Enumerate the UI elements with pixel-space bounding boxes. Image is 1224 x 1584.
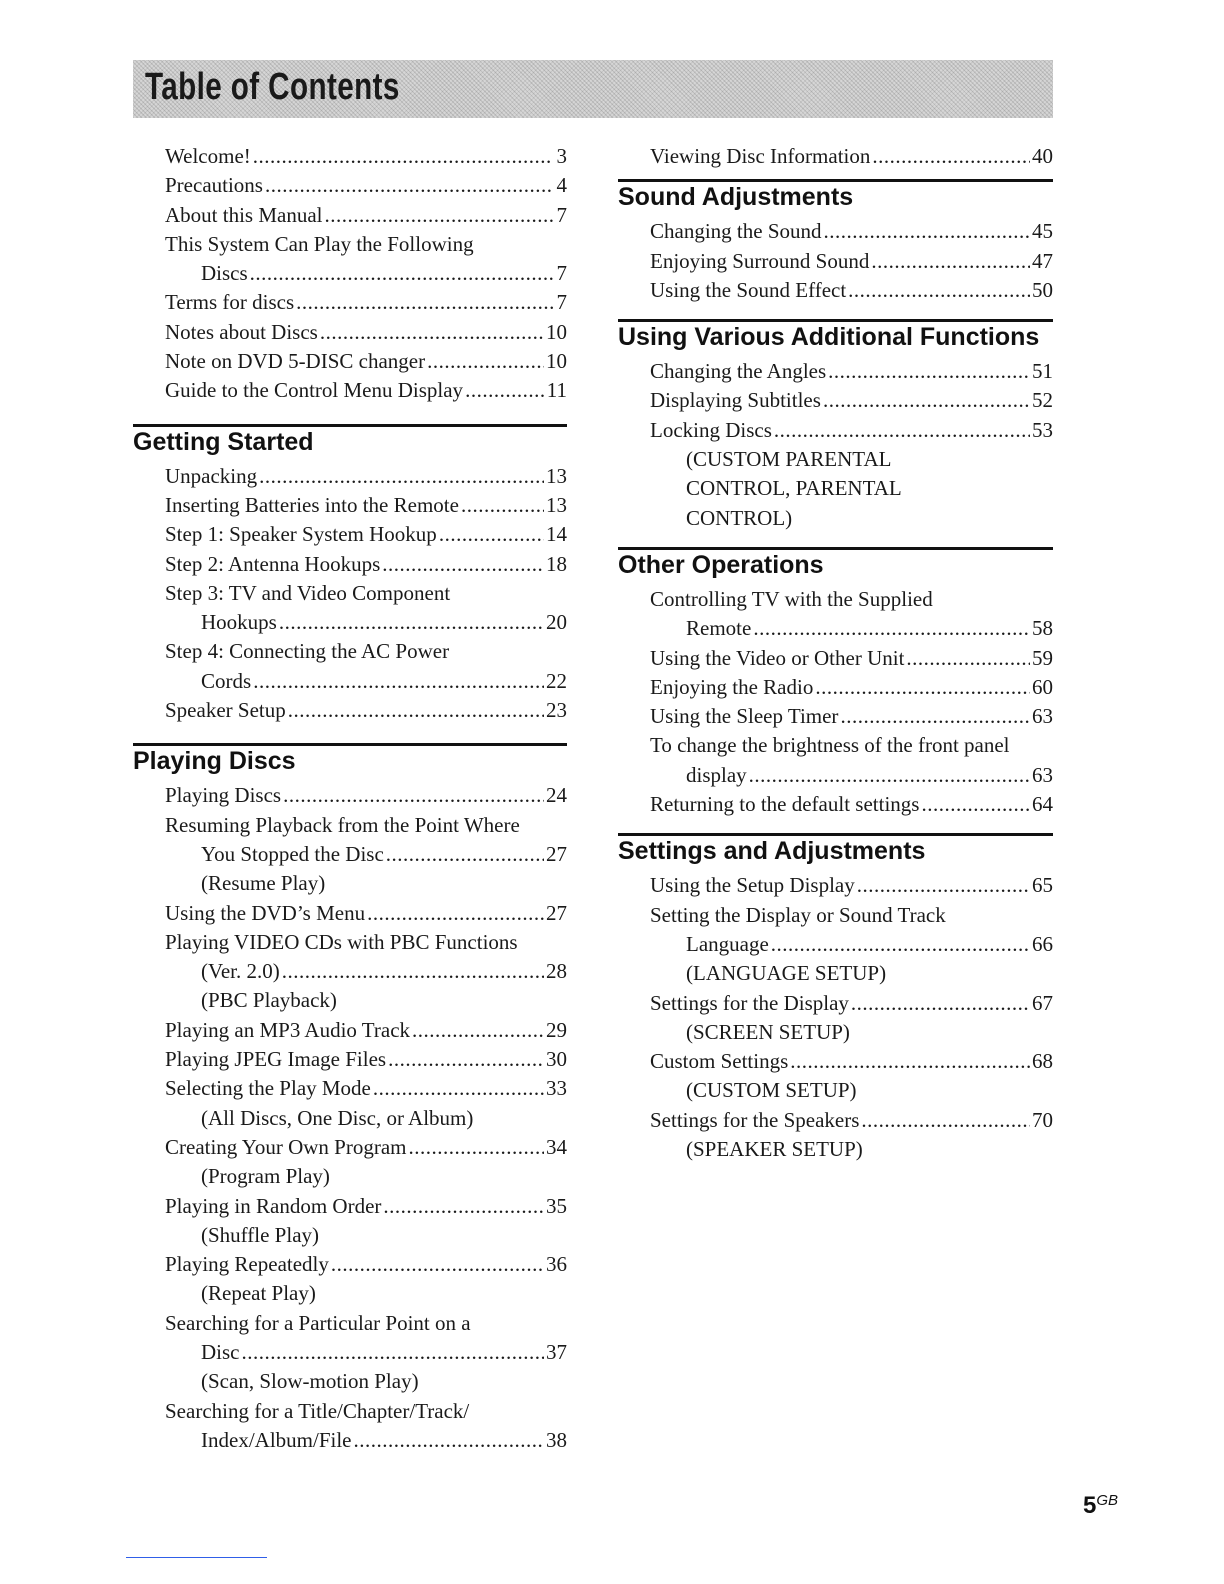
toc-entry-title: Enjoying Surround Sound — [650, 248, 870, 273]
toc-entry — [133, 1338, 567, 1367]
dot-leader — [840, 702, 1030, 731]
toc-entry-page: 40 — [1032, 144, 1053, 168]
dot-leader — [253, 667, 544, 696]
toc-entry — [133, 869, 567, 898]
toc-entry — [133, 579, 567, 608]
toc-entry-page: 60 — [1032, 674, 1053, 699]
toc-entry-title: Cords — [201, 668, 252, 693]
toc-entry — [133, 1162, 567, 1191]
toc-entry-page: 70 — [1032, 1107, 1053, 1132]
dot-leader — [749, 761, 1030, 790]
toc-entry-page: 63 — [1032, 704, 1053, 729]
toc-sound-list — [618, 217, 1053, 305]
toc-entry-page: 47 — [1032, 248, 1053, 273]
toc-entry-title: Language — [686, 931, 769, 956]
toc-entry — [133, 142, 567, 171]
toc-entry-page: 66 — [1032, 931, 1053, 956]
toc-left-column — [133, 142, 567, 1455]
dot-leader — [265, 171, 553, 200]
toc-entry-title: Returning to the default settings — [650, 792, 920, 817]
toc-entry-page: 67 — [1032, 990, 1053, 1015]
toc-entry — [618, 702, 1053, 731]
dot-leader — [283, 781, 544, 810]
toc-entry — [133, 957, 567, 986]
toc-entry — [618, 673, 1053, 702]
toc-entry-title: Using the DVD’s Menu — [165, 900, 366, 925]
toc-entry-title: Step 2: Antenna Hookups — [165, 551, 381, 576]
toc-entry — [133, 1309, 567, 1338]
toc-entry-title: Searching for a Particular Point on a — [165, 1310, 471, 1335]
dot-leader — [774, 416, 1030, 445]
dot-leader — [383, 1192, 544, 1221]
toc-entry-title: Enjoying the Radio — [650, 674, 814, 699]
toc-entry-title: Notes about Discs — [165, 319, 318, 344]
toc-entry-title: (Shuffle Play) — [201, 1222, 320, 1247]
toc-entry — [618, 901, 1053, 930]
toc-right-column — [618, 142, 1053, 1164]
dot-leader — [259, 462, 544, 491]
toc-entry-page: 7 — [556, 202, 567, 227]
toc-entry — [133, 637, 567, 666]
dot-leader — [373, 1074, 544, 1103]
dot-leader — [790, 1047, 1030, 1076]
dot-leader — [296, 288, 553, 317]
dot-leader — [872, 142, 1030, 171]
toc-entry-title: Welcome! — [165, 144, 251, 168]
toc-entry-page: 63 — [1032, 762, 1053, 787]
toc-entry — [618, 585, 1053, 614]
toc-entry-page: 7 — [556, 261, 567, 286]
toc-entry — [133, 520, 567, 549]
dot-leader — [906, 644, 1030, 673]
section-heading-other-operations: Other Operations — [618, 547, 1053, 581]
toc-entry — [618, 871, 1053, 900]
toc-entry-title: Custom Settings — [650, 1049, 789, 1074]
toc-additional-list — [618, 357, 1053, 533]
toc-entry-title: Using the Video or Other Unit — [650, 645, 905, 670]
toc-entry-title: Disc — [201, 1339, 240, 1364]
toc-entry-title: (CUSTOM PARENTAL — [686, 447, 892, 472]
toc-entry-page: 52 — [1032, 388, 1053, 413]
toc-entry — [618, 989, 1053, 1018]
toc-entry-page: 10 — [546, 319, 567, 344]
toc-entry-title: Hookups — [201, 610, 277, 635]
toc-entry-title: Playing Repeatedly — [165, 1252, 329, 1277]
toc-entry-title: Inserting Batteries into the Remote — [165, 492, 459, 517]
toc-entry-page: 33 — [546, 1076, 567, 1101]
toc-entry — [133, 288, 567, 317]
page-number — [1083, 1492, 1118, 1520]
toc-entry-page: 51 — [1032, 359, 1053, 384]
toc-entry-title: Playing an MP3 Audio Track — [165, 1017, 411, 1042]
toc-entry-page: 50 — [1032, 277, 1053, 302]
toc-entry-page: 64 — [1032, 792, 1053, 817]
section-heading-additional-functions: Using Various Additional Functions — [618, 319, 1053, 353]
toc-other-list — [618, 585, 1053, 819]
toc-entry — [133, 376, 567, 405]
dot-leader — [288, 696, 544, 725]
toc-entry-title: Index/Album/File — [201, 1427, 352, 1452]
toc-entry-title: Step 1: Speaker System Hookup — [165, 522, 437, 547]
dot-leader — [253, 142, 553, 171]
dot-leader — [439, 520, 544, 549]
toc-entry-title: (SCREEN SETUP) — [686, 1019, 850, 1044]
dot-leader — [250, 259, 553, 288]
toc-entry-page: 20 — [546, 610, 567, 635]
toc-entry — [618, 930, 1053, 959]
toc-entry — [133, 550, 567, 579]
toc-entry — [133, 667, 567, 696]
toc-entry-page: 27 — [546, 900, 567, 925]
dot-leader — [815, 673, 1030, 702]
dot-leader — [861, 1106, 1030, 1135]
toc-entry-title: Creating Your Own Program — [165, 1134, 407, 1159]
toc-entry-page: 59 — [1032, 645, 1053, 670]
toc-entry-title: Selecting the Play Mode — [165, 1076, 371, 1101]
section-heading-getting-started: Getting Started — [133, 424, 567, 458]
toc-entry-title: Remote — [686, 616, 752, 641]
dot-leader — [282, 957, 544, 986]
toc-settings-list — [618, 871, 1053, 1164]
toc-entry — [133, 696, 567, 725]
toc-entry-page: 65 — [1032, 873, 1053, 898]
dot-leader — [412, 1016, 544, 1045]
toc-entry — [133, 840, 567, 869]
toc-entry — [618, 504, 1053, 533]
toc-entry-page: 3 — [556, 144, 567, 168]
dot-leader — [465, 376, 545, 405]
toc-entry-title: (Program Play) — [201, 1164, 330, 1189]
toc-entry-page: 53 — [1032, 417, 1053, 442]
section-heading-settings: Settings and Adjustments — [618, 833, 1053, 867]
dot-leader — [771, 930, 1030, 959]
page-number-suffix: GB — [1096, 1492, 1119, 1509]
toc-entry-title: Viewing Disc Information — [650, 144, 871, 168]
toc-entry-page: 68 — [1032, 1049, 1053, 1074]
toc-entry-title: Locking Discs — [650, 417, 772, 442]
toc-entry — [133, 491, 567, 520]
toc-entry-page: 11 — [546, 378, 567, 403]
toc-getting-started-list — [133, 462, 567, 726]
dot-leader — [382, 550, 544, 579]
toc-entry — [133, 811, 567, 840]
toc-entry-title: Controlling TV with the Supplied — [650, 586, 933, 611]
page-number-value: 5 — [1083, 1492, 1097, 1519]
toc-entry — [133, 608, 567, 637]
dot-leader — [921, 790, 1030, 819]
title-banner — [133, 60, 1053, 118]
toc-entry — [133, 986, 567, 1015]
toc-entry-title: Discs — [201, 261, 248, 286]
toc-entry — [618, 1135, 1053, 1164]
toc-entry — [133, 1250, 567, 1279]
toc-entry — [133, 1279, 567, 1308]
toc-right-intro-list — [618, 142, 1053, 171]
dot-leader — [427, 347, 544, 376]
toc-entry — [133, 318, 567, 347]
dot-leader — [331, 1250, 544, 1279]
toc-entry-page: 34 — [546, 1134, 567, 1159]
toc-entry — [133, 1192, 567, 1221]
toc-entry-page: 10 — [546, 349, 567, 374]
toc-entry-title: Searching for a Title/Chapter/Track/ — [165, 1398, 470, 1423]
toc-entry — [618, 761, 1053, 790]
dot-leader — [325, 201, 554, 230]
toc-entry — [618, 445, 1053, 474]
dot-leader — [354, 1426, 545, 1455]
toc-entry-title: CONTROL) — [686, 505, 793, 530]
dot-leader — [851, 989, 1030, 1018]
dot-leader — [409, 1133, 545, 1162]
toc-entry-title: Precautions — [165, 173, 263, 198]
toc-entry — [618, 276, 1053, 305]
toc-entry-title: (SPEAKER SETUP) — [686, 1137, 863, 1162]
toc-entry — [133, 171, 567, 200]
dot-leader — [857, 871, 1030, 900]
toc-entry — [618, 386, 1053, 415]
dot-leader — [824, 217, 1031, 246]
section-heading-sound-adjustments: Sound Adjustments — [618, 179, 1053, 213]
toc-entry-page: 45 — [1032, 219, 1053, 244]
toc-entry — [618, 790, 1053, 819]
toc-entry-page: 18 — [546, 551, 567, 576]
toc-entry-title: CONTROL, PARENTAL — [686, 476, 902, 501]
toc-entry-title: (PBC Playback) — [201, 988, 337, 1013]
toc-entry-title: Step 3: TV and Video Component — [165, 580, 451, 605]
toc-entry-title: Guide to the Control Menu Display — [165, 378, 464, 403]
toc-entry-page: 22 — [546, 668, 567, 693]
toc-entry — [133, 928, 567, 957]
toc-entry-title: Playing in Random Order — [165, 1193, 382, 1218]
toc-entry — [618, 614, 1053, 643]
toc-entry-page: 7 — [556, 290, 567, 315]
toc-entry — [133, 1397, 567, 1426]
toc-entry-title: Speaker Setup — [165, 698, 286, 723]
toc-entry — [618, 247, 1053, 276]
dot-leader — [386, 840, 544, 869]
toc-entry — [133, 1104, 567, 1133]
page-title: Table of Contents — [145, 66, 400, 108]
toc-entry — [618, 1106, 1053, 1135]
toc-entry — [618, 357, 1053, 386]
toc-entry — [133, 259, 567, 288]
toc-entry-page: 29 — [546, 1017, 567, 1042]
toc-entry — [133, 1221, 567, 1250]
toc-entry-page: 38 — [546, 1427, 567, 1452]
toc-entry-title: (CUSTOM SETUP) — [686, 1078, 857, 1103]
dot-leader — [823, 386, 1030, 415]
toc-entry — [618, 416, 1053, 445]
toc-entry — [133, 1045, 567, 1074]
section-heading-playing-discs: Playing Discs — [133, 743, 567, 777]
toc-entry-title: Displaying Subtitles — [650, 388, 821, 413]
toc-entry-page: 4 — [556, 173, 567, 198]
toc-entry-title: Step 4: Connecting the AC Power — [165, 639, 450, 664]
toc-entry-title: Playing VIDEO CDs with PBC Functions — [165, 929, 518, 954]
toc-entry-page: 24 — [546, 783, 567, 808]
dot-leader — [320, 318, 544, 347]
toc-entry-page: 58 — [1032, 616, 1053, 641]
toc-entry-page: 30 — [546, 1047, 567, 1072]
toc-entry-title: Playing Discs — [165, 783, 282, 808]
toc-entry-title: This System Can Play the Following — [165, 231, 474, 256]
toc-entry-title: Playing JPEG Image Files — [165, 1047, 387, 1072]
dot-leader — [828, 357, 1030, 386]
toc-entry — [618, 959, 1053, 988]
toc-entry-page: 13 — [546, 463, 567, 488]
toc-entry — [133, 201, 567, 230]
dot-leader — [242, 1338, 545, 1367]
toc-entry-page: 36 — [546, 1252, 567, 1277]
toc-entry — [618, 1076, 1053, 1105]
toc-entry-title: Changing the Angles — [650, 359, 827, 384]
toc-entry-title: You Stopped the Disc — [201, 841, 384, 866]
toc-entry — [618, 644, 1053, 673]
toc-entry-title: Note on DVD 5-DISC changer — [165, 349, 426, 374]
toc-entry — [618, 1047, 1053, 1076]
toc-entry — [618, 1018, 1053, 1047]
toc-entry — [133, 781, 567, 810]
toc-entry-title: About this Manual — [165, 202, 323, 227]
toc-entry — [133, 1426, 567, 1455]
toc-entry-title: Unpacking — [165, 463, 258, 488]
toc-entry — [133, 1016, 567, 1045]
toc-entry — [133, 1367, 567, 1396]
toc-entry — [133, 462, 567, 491]
toc-entry — [133, 1074, 567, 1103]
toc-entry — [618, 474, 1053, 503]
toc-entry-page: 28 — [546, 959, 567, 984]
toc-entry-title: Settings for the Speakers — [650, 1107, 860, 1132]
toc-entry-title: (Scan, Slow-motion Play) — [201, 1369, 419, 1394]
dot-leader — [848, 276, 1030, 305]
toc-playing-discs-list — [133, 781, 567, 1455]
toc-entry-title: Setting the Display or Sound Track — [650, 902, 946, 927]
toc-entry-title: Settings for the Display — [650, 990, 849, 1015]
toc-entry-title: To change the brightness of the front panel — [650, 733, 1010, 758]
toc-entry-page: 23 — [546, 698, 567, 723]
toc-entry-page: 27 — [546, 841, 567, 866]
dot-leader — [388, 1045, 544, 1074]
toc-entry-title: Using the Sound Effect — [650, 277, 847, 302]
footer-rule — [126, 1557, 267, 1558]
toc-entry-title: (All Discs, One Disc, or Album) — [201, 1105, 474, 1130]
dot-leader — [279, 608, 544, 637]
toc-entry-title: (Ver. 2.0) — [201, 959, 280, 984]
toc-entry — [133, 230, 567, 259]
toc-entry-title: (Resume Play) — [201, 871, 326, 896]
dot-leader — [367, 899, 544, 928]
toc-entry — [133, 1133, 567, 1162]
toc-entry-page: 13 — [546, 492, 567, 517]
toc-entry — [133, 347, 567, 376]
toc-entry-title: Using the Sleep Timer — [650, 704, 839, 729]
toc-entry — [618, 142, 1053, 171]
toc-entry-title: display — [686, 762, 747, 787]
toc-entry-title: Using the Setup Display — [650, 873, 855, 898]
toc-entry-title: (Repeat Play) — [201, 1281, 316, 1306]
toc-entry-title: Terms for discs — [165, 290, 295, 315]
toc-entry-page: 14 — [546, 522, 567, 547]
toc-entry-title: (LANGUAGE SETUP) — [686, 961, 887, 986]
toc-entry-page: 37 — [546, 1339, 567, 1364]
dot-leader — [753, 614, 1030, 643]
toc-intro-list — [133, 142, 567, 406]
toc-entry-title: Changing the Sound — [650, 219, 822, 244]
toc-entry — [618, 731, 1053, 760]
toc-entry-title: Resuming Playback from the Point Where — [165, 812, 520, 837]
dot-leader — [461, 491, 544, 520]
dot-leader — [871, 247, 1030, 276]
toc-entry — [618, 217, 1053, 246]
toc-entry-page: 35 — [546, 1193, 567, 1218]
toc-entry — [133, 899, 567, 928]
